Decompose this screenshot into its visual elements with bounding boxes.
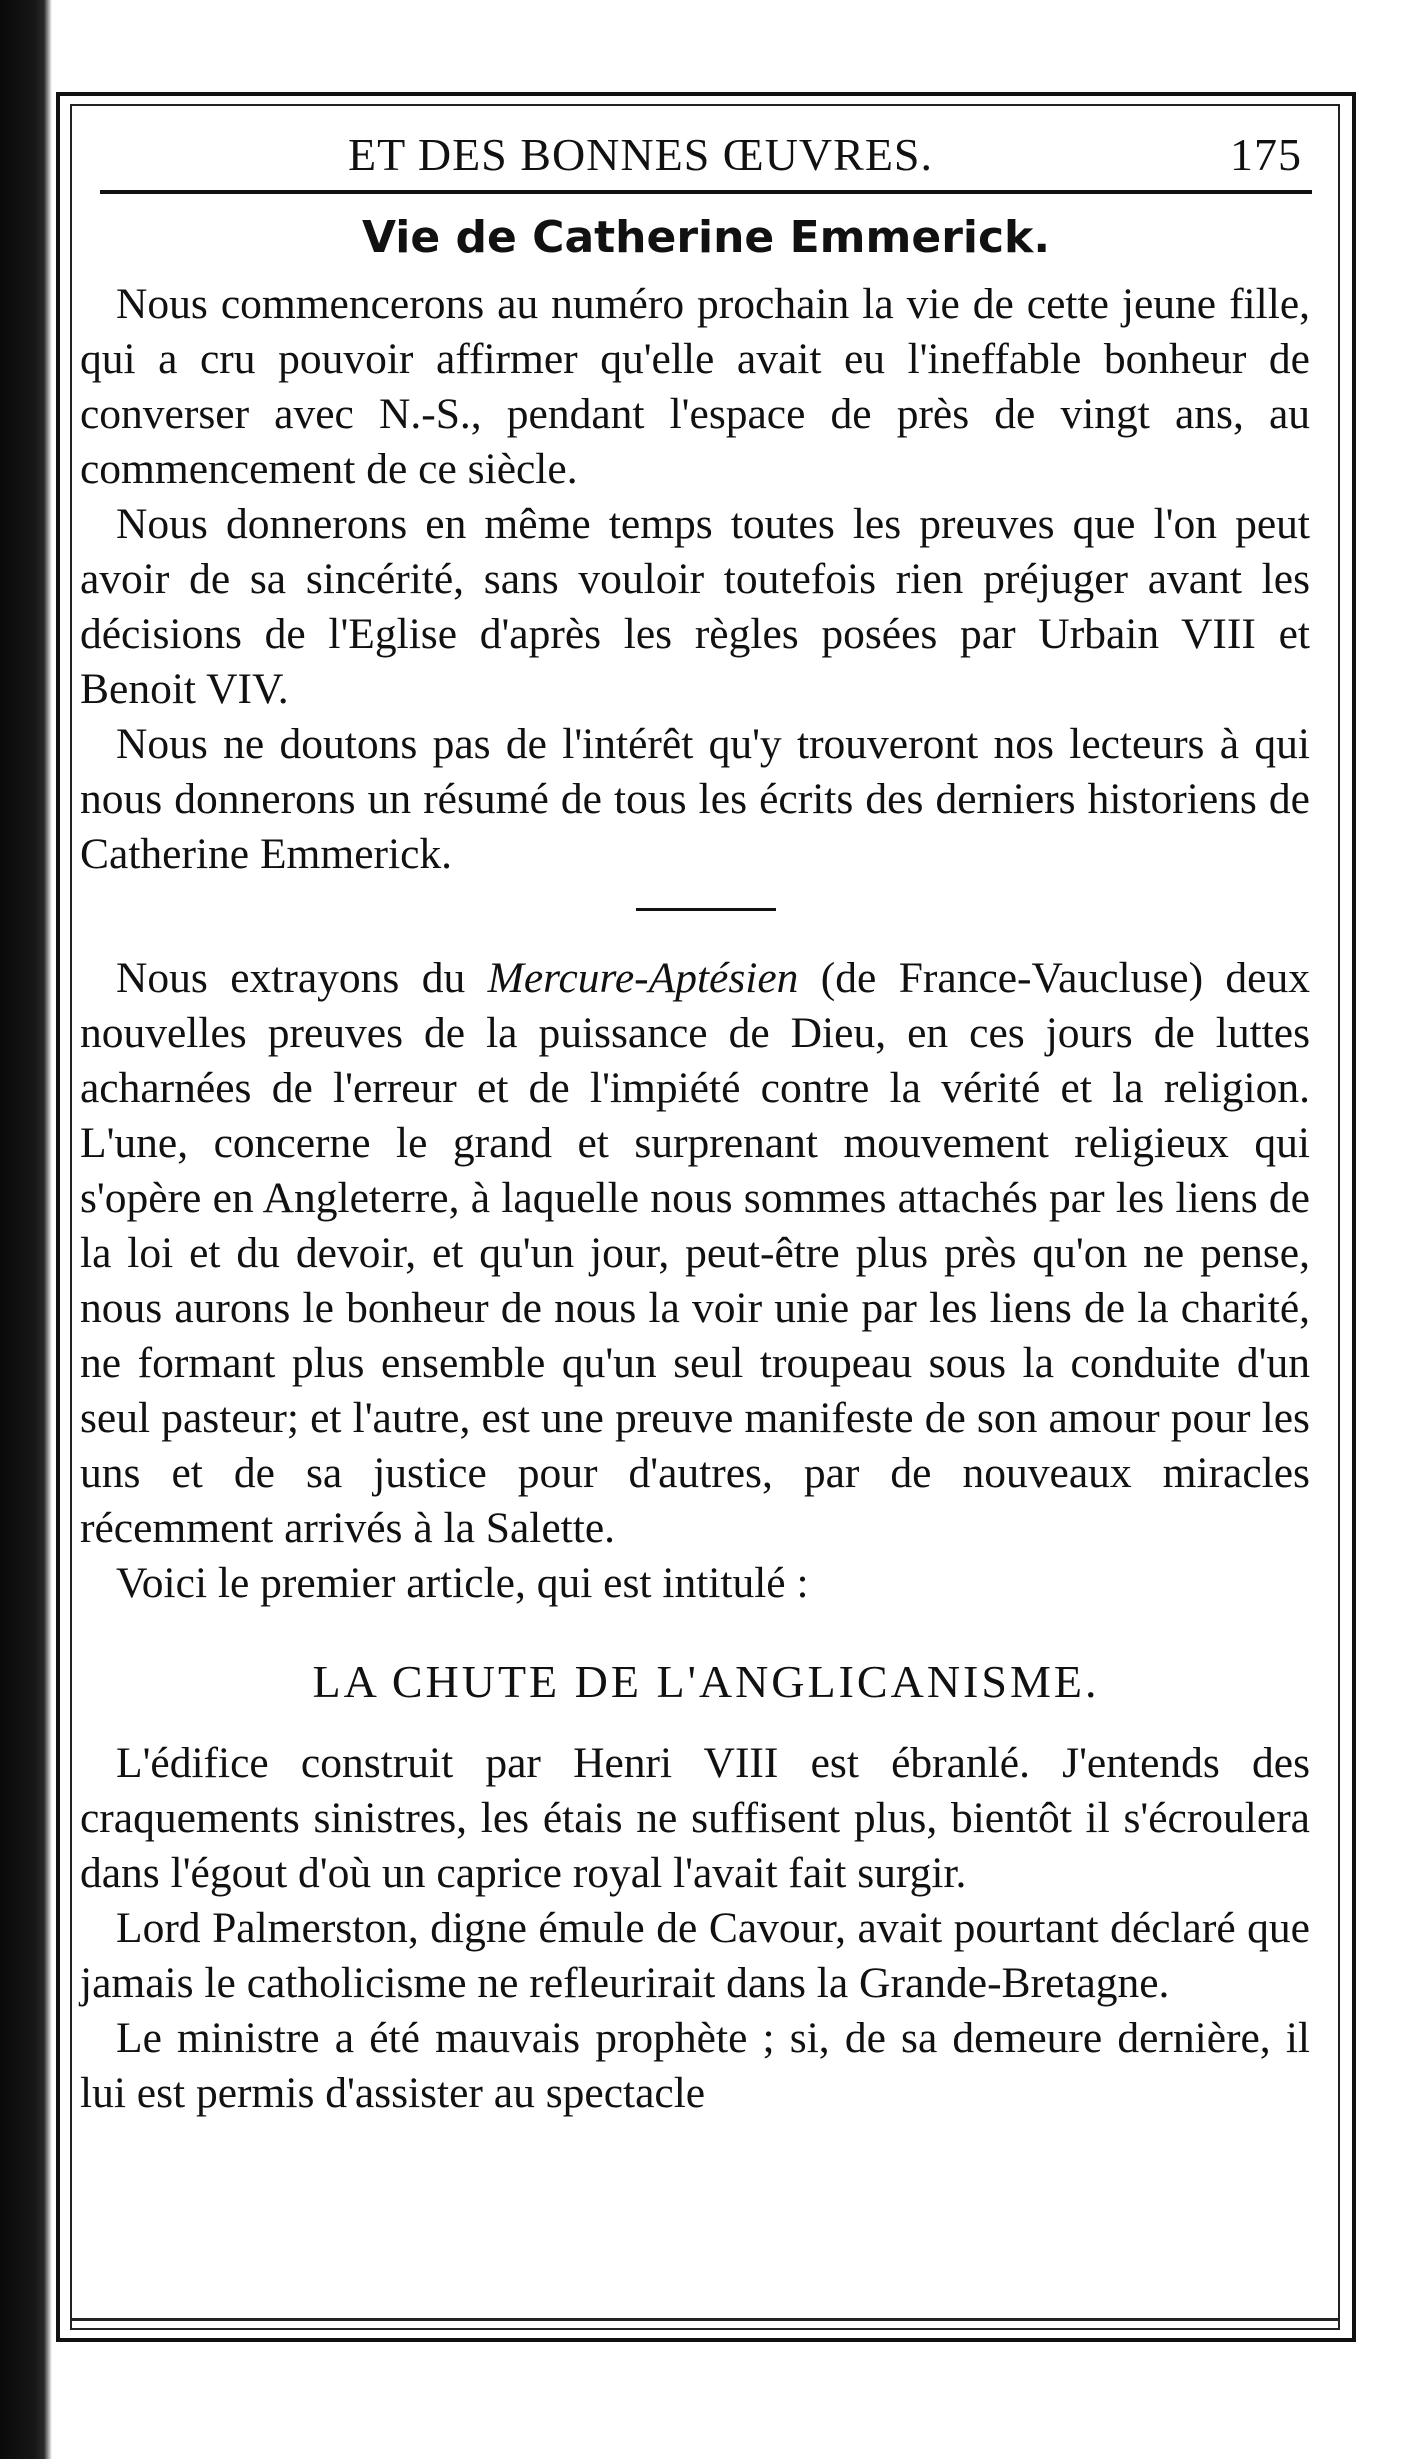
section-divider	[636, 908, 776, 911]
text-run: (de France-Vaucluse) deux nouvelles preuves de la puissance de Dieu, en ces jours de luttes acharnées de l'erreur et de l'impiété contre la vérité et la religion. L'une, concerne le grand et surprenant mouvement religieux qui s'opère en Angleterre, à laquelle nous sommes attachés par les liens de la loi et du devoir, et qu'un jour, peut-être plus près qu'on ne pense, nous aurons le bonheur de nous la voir unie par les liens de la charité, ne formant plus ensemble qu'un seul troupeau sous la conduite d'un seul pasteur; et l'autre, est une preuve manifeste de son amour pour les uns et de sa justice pour d'autres, par de nouveaux miracles récemment arrivés à la Salette.	[80, 954, 1310, 1552]
paragraph: Nous commencerons au numéro prochain la vie de cette jeune fille, qui a cru pouvoir affirmer qu'elle avait eu l'ineffable bonheur de converser avec N.-S., pendant l'espace de près de vingt ans, au commencement de ce siècle.	[80, 280, 1310, 493]
header-rule	[100, 190, 1312, 194]
text-run: Nous extrayons du	[116, 954, 488, 1002]
bottom-rule	[72, 2318, 1338, 2321]
paragraph: Lord Palmerston, digne émule de Cavour, avait pourtant déclaré que jamais le catholicisme ne refleurirait dans la Grande-Bretagne.	[80, 1904, 1310, 2007]
paragraph: L'édifice construit par Henri VIII est ébranlé. J'entends des craquements sinistres, les étais ne suffisent plus, bientôt il s'écroulera dans l'égout d'où un caprice royal l'avait fait surgir.	[80, 1739, 1310, 1897]
section-heading: LA CHUTE DE L'ANGLICANISME.	[312, 1656, 1100, 1707]
page-content	[80, 118, 1332, 2121]
paragraph	[80, 951, 1332, 1556]
page-number: 175	[1230, 129, 1302, 180]
paragraph: Nous ne doutons pas de l'intérêt qu'y trouveront nos lecteurs à qui nous donnerons un résumé de tous les écrits des derniers historiens de Catherine Emmerick.	[80, 720, 1310, 878]
article-title: Vie de Catherine Emmerick.	[361, 212, 1051, 263]
book-binding-edge	[0, 0, 52, 2459]
paragraph: Nous donnerons en même temps toutes les preuves que l'on peut avoir de sa sincérité, sans vouloir toutefois rien préjuger avant les décisions de l'Eglise d'après les règles posées par Urbain VIII et Benoit VIV.	[80, 500, 1310, 713]
journal-name: Mercure-Aptésien	[487, 954, 799, 1002]
paragraph: Voici le premier article, qui est intitulé :	[116, 1559, 809, 1607]
running-title: ET DES BONNES ŒUVRES.	[348, 129, 933, 180]
paragraph: Le ministre a été mauvais prophète ; si, de sa demeure dernière, il lui est permis d'assister au spectacle	[80, 2014, 1310, 2117]
running-header	[80, 118, 1332, 182]
